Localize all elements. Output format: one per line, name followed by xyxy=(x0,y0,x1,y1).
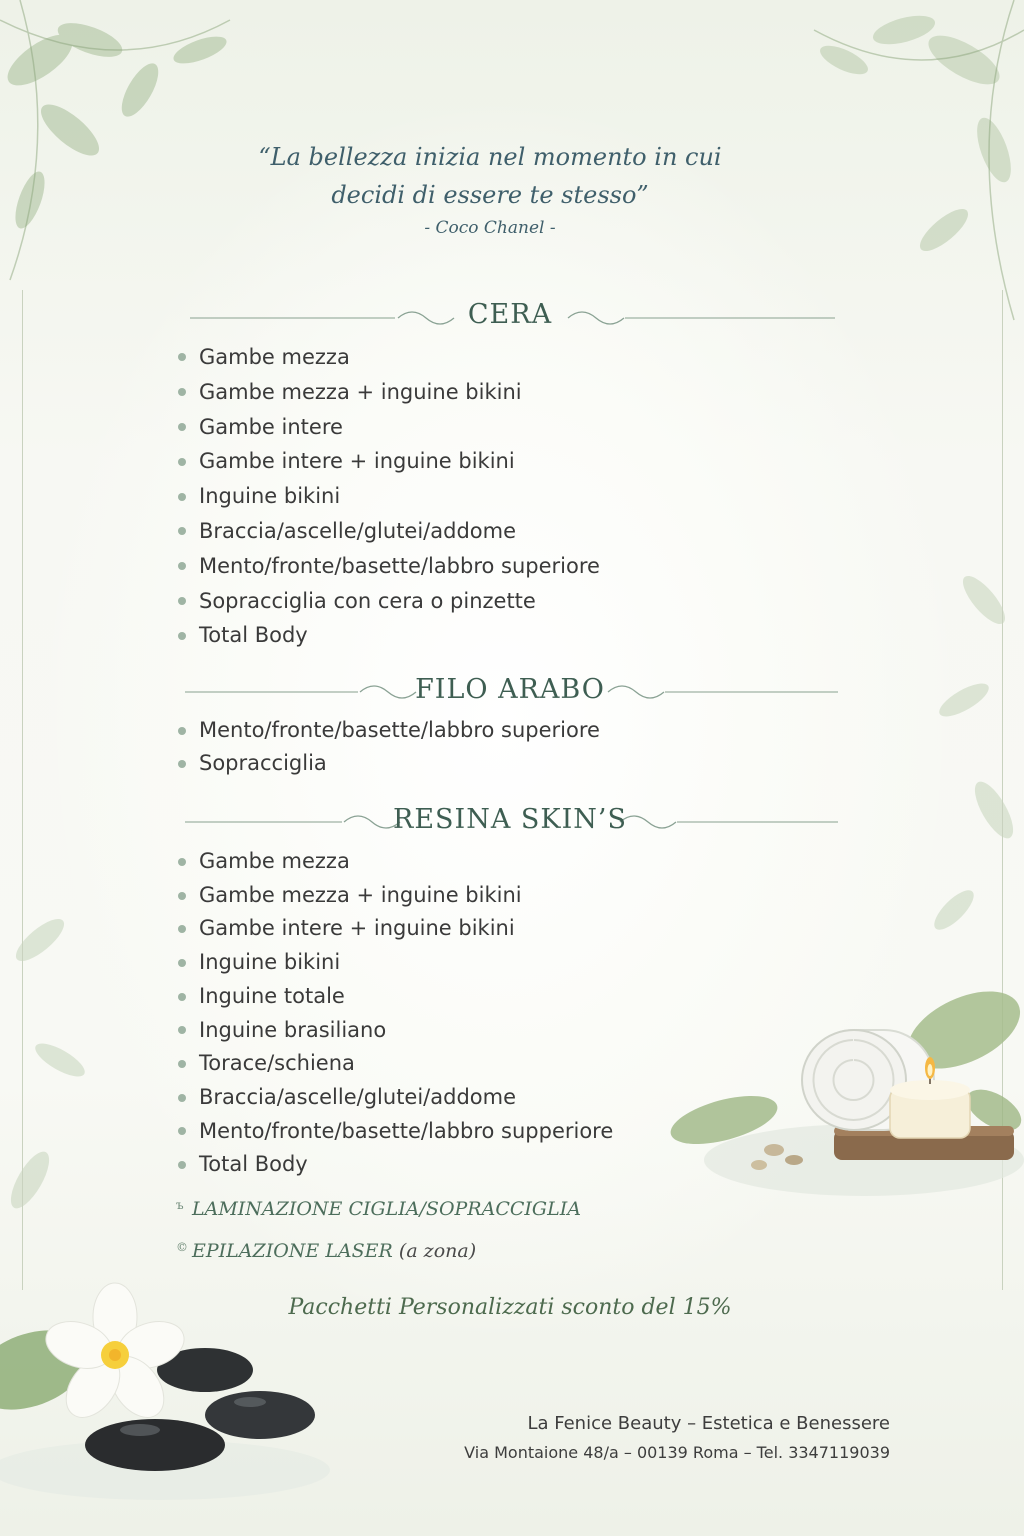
section-title-resina xyxy=(180,800,840,840)
list-item: Gambe intere + inguine bikini xyxy=(178,444,600,479)
list-item: Inguine bikini xyxy=(178,946,613,980)
lamination-mark-icon: ъ xyxy=(176,1198,184,1212)
bullet-dot xyxy=(178,423,186,431)
bullet-dot xyxy=(178,892,186,900)
list-item: Sopracciglia xyxy=(178,747,600,780)
quote-line-1: “La bellezza inizia nel momento in cui xyxy=(258,143,722,171)
laser-mark-icon: © xyxy=(176,1240,188,1254)
list-item: Sopracciglia con cera o pinzette xyxy=(178,584,600,619)
flower-stones-decoration xyxy=(0,1250,330,1510)
bullet-dot xyxy=(178,632,186,640)
list-item: Gambe mezza xyxy=(178,340,600,375)
list-item: Braccia/ascelle/glutei/addome xyxy=(178,514,600,549)
quote xyxy=(140,138,840,238)
list-item: Inguine bikini xyxy=(178,479,600,514)
bullet-dot xyxy=(178,1161,186,1169)
list-item: Gambe intere xyxy=(178,410,600,445)
list-item: Total Body xyxy=(178,1148,613,1182)
bullet-dot xyxy=(178,1094,186,1102)
section-title-label: RESINA SKIN’S xyxy=(393,804,627,835)
section-title-label: CERA xyxy=(467,299,553,330)
extra-lamination xyxy=(176,1198,581,1220)
list-resina xyxy=(178,845,613,1182)
quote-line-2: decidi di essere te stesso” xyxy=(331,181,649,209)
list-filo-arabo xyxy=(178,714,600,780)
bullet-dot xyxy=(178,562,186,570)
bullet-dot xyxy=(178,1060,186,1068)
promo-text: Pacchetti Personalizzati sconto del 15% xyxy=(288,1295,732,1320)
list-item: Gambe intere + inguine bikini xyxy=(178,912,613,946)
bullet-dot xyxy=(178,458,186,466)
bullet-dot xyxy=(178,353,186,361)
bullet-dot xyxy=(178,925,186,933)
bullet-dot xyxy=(178,760,186,768)
bullet-dot xyxy=(178,959,186,967)
list-item: Inguine brasiliano xyxy=(178,1014,613,1048)
bullet-dot xyxy=(178,1026,186,1034)
list-item: Total Body xyxy=(178,618,600,653)
quote-author: - Coco Chanel - xyxy=(424,218,556,238)
business-name: La Fenice Beauty – Estetica e Benessere xyxy=(527,1413,890,1434)
bullet-dot xyxy=(178,388,186,396)
list-item: Torace/schiena xyxy=(178,1047,613,1081)
list-item: Braccia/ascelle/glutei/addome xyxy=(178,1081,613,1115)
list-item: Mento/fronte/basette/labbro superiore xyxy=(178,714,600,747)
section-title-label: FILO ARABO xyxy=(415,674,605,705)
bullet-dot xyxy=(178,597,186,605)
extra-laser-label: EPILAZIONE LASER xyxy=(192,1240,393,1262)
bullet-dot xyxy=(178,1127,186,1135)
list-item: Gambe mezza + inguine bikini xyxy=(178,375,600,410)
list-item: Gambe mezza + inguine bikini xyxy=(178,879,613,913)
bullet-dot xyxy=(178,858,186,866)
leaves-decoration-left xyxy=(0,900,130,1300)
list-cera xyxy=(178,340,600,653)
frame-line-left xyxy=(22,290,23,1290)
leaves-decoration-right xyxy=(884,560,1024,980)
extra-lamination-label: LAMINAZIONE CIGLIA/SOPRACCIGLIA xyxy=(192,1198,581,1220)
bullet-dot xyxy=(178,527,186,535)
bullet-dot xyxy=(178,727,186,735)
list-item: Gambe mezza xyxy=(178,845,613,879)
list-item: Inguine totale xyxy=(178,980,613,1014)
business-address: Via Montaione 48/a – 00139 Roma – Tel. 3347119039 xyxy=(464,1443,890,1462)
footer xyxy=(464,1410,890,1468)
extra-laser-suffix: (a zona) xyxy=(398,1240,477,1262)
list-item: Mento/fronte/basette/labbro superiore xyxy=(178,549,600,584)
section-title-cera xyxy=(180,295,840,335)
section-title-filo-arabo xyxy=(180,670,840,710)
towel-candle-decoration xyxy=(664,960,1024,1210)
list-item: Mento/fronte/basette/labbro supperiore xyxy=(178,1115,613,1149)
bullet-dot xyxy=(178,493,186,501)
bullet-dot xyxy=(178,993,186,1001)
